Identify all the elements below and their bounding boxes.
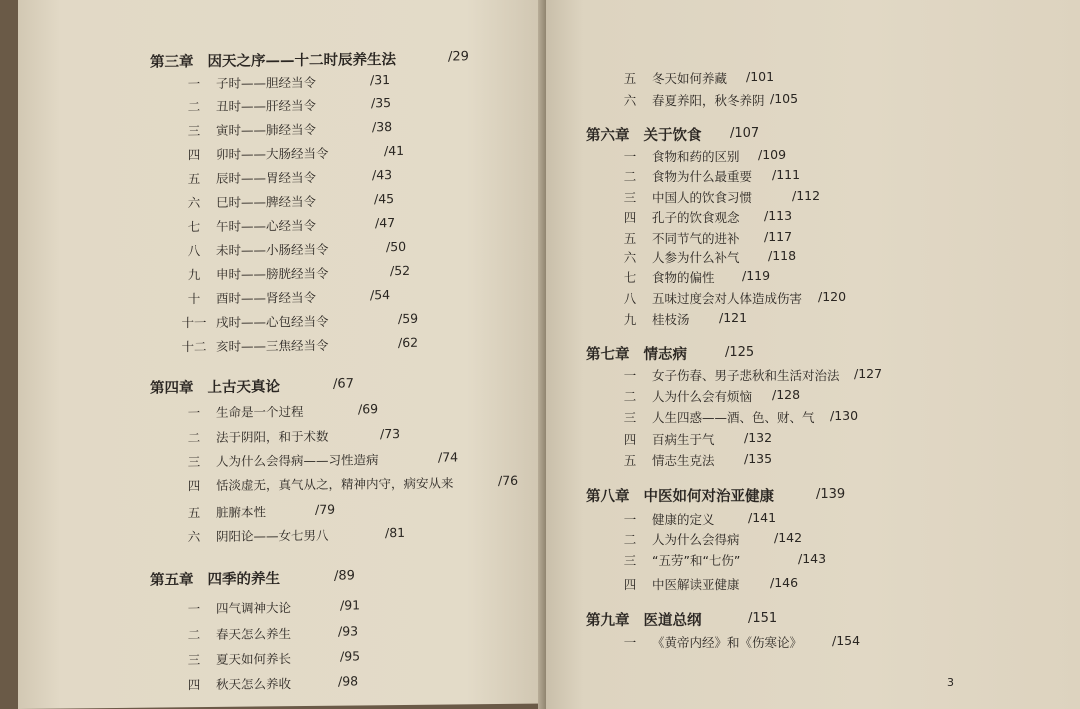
page-number: 3 [947,676,954,689]
item-title: 食物为什么最重要 [652,169,753,184]
item-number: 二 [187,627,201,643]
chapter-title: 情志病 [643,347,687,363]
item-title: 生命是一个过程 [216,404,304,420]
item-title: 寅时——肺经当令 [216,121,317,138]
page-reference: /113 [764,208,793,223]
item-number: 一 [623,149,637,164]
toc-item [616,530,740,548]
item-title: 四气调神大论 [216,600,292,616]
item-number: 二 [623,389,637,404]
item-number: 六 [623,93,637,108]
chapter-heading [586,124,702,145]
toc-item [616,408,815,426]
chapter-number: 第九章 [586,613,630,629]
chapter-number: 第三章 [150,54,194,71]
page-reference: /112 [792,188,821,203]
item-number: 三 [187,123,201,139]
toc-item [180,526,329,546]
chapter-heading [150,375,280,397]
toc-item [180,598,291,617]
chapter-title: 医道总纲 [643,613,702,629]
page-reference: /98 [338,673,359,689]
toc-item [180,120,316,139]
item-number: 四 [187,147,201,163]
item-number: 九 [187,267,201,283]
item-title: 辰时——胃经当令 [216,169,317,186]
chapter-heading [150,48,396,72]
toc-item [180,168,316,187]
toc-item [180,427,329,447]
item-number: 二 [623,532,637,547]
item-title: 午时——心经当令 [216,217,317,234]
item-title: 冬天如何养藏 [652,71,728,86]
item-title: 亥时——三焦经当令 [216,337,329,354]
page-reference: /47 [375,215,396,231]
item-number: 十一 [181,315,207,331]
item-title: 五味过度会对人体造成伤害 [652,291,803,306]
item-title: 人为什么会有烦恼 [652,389,753,404]
toc-item [180,264,329,284]
toc-item [180,624,291,643]
item-title: 申时——膀胱经当令 [216,265,329,282]
toc-item [180,312,329,332]
item-number: 二 [187,430,201,446]
page-reference: /59 [398,310,419,327]
toc-item [180,450,379,470]
page-reference: /81 [385,524,406,541]
chapter-title: 中医如何对治亚健康 [643,489,774,505]
toc-item [616,551,740,569]
item-number: 三 [187,454,201,470]
chapter-number: 第四章 [150,380,194,397]
item-title: 脏腑本性 [216,504,267,520]
page-reference: /141 [748,510,777,525]
item-number: 四 [623,432,637,447]
item-title: 孔子的饮食观念 [652,210,740,225]
item-number: 一 [623,512,637,527]
toc-item [180,336,329,356]
page-reference: /43 [372,167,393,183]
chapter-heading [586,343,687,364]
page-reference: /41 [384,142,405,159]
page-reference: /95 [340,648,361,664]
toc-item [180,144,329,164]
item-title: 人为什么会得病——习性造病 [216,452,379,469]
toc-item [616,387,752,405]
page-reference: /45 [374,191,395,207]
toc-item [180,288,316,307]
item-number: 一 [623,368,637,383]
item-number: 五 [623,71,637,86]
item-title: 阴阳论——女七男八 [216,527,329,544]
chapter-heading [586,485,774,506]
item-number: 三 [623,410,637,425]
item-number: 七 [187,219,201,235]
item-title: 中医解读亚健康 [652,577,740,592]
page-reference: /125 [725,345,755,360]
item-title: 不同节气的进补 [652,231,740,246]
item-title: 酉时——肾经当令 [216,289,317,306]
chapter-title: 关于饮食 [643,128,702,144]
page-reference: /50 [386,238,407,255]
item-title: 情志生克法 [652,453,715,468]
page-reference: /130 [830,408,859,423]
item-title: 食物和药的区别 [652,149,740,164]
toc-item [616,289,802,307]
page-reference: /121 [719,310,748,325]
left-toc [18,0,546,709]
toc-item [616,69,727,87]
item-number: 八 [187,243,201,259]
item-number: 九 [623,312,637,327]
chapter-title: 上古天真论 [207,379,280,397]
item-number: 四 [623,210,637,225]
toc-item [180,240,329,260]
page-reference: /62 [398,334,419,351]
item-number: 六 [187,529,201,545]
toc-item [616,366,840,384]
item-number: 五 [623,231,637,246]
item-title: 巳时——脾经当令 [216,193,317,210]
chapter-number: 第七章 [586,347,630,363]
toc-item [180,674,291,693]
item-number: 六 [623,250,637,265]
toc-item [616,510,715,528]
item-title: 丑时——肝经当令 [216,97,317,114]
item-number: 二 [623,169,637,184]
page-reference: /118 [768,248,797,263]
chapter-heading [150,567,280,589]
item-title: 卯时——大肠经当令 [216,145,329,162]
item-number: 三 [187,652,201,668]
page-reference: /76 [498,472,519,488]
item-title: 法于阴阳，和于术数 [216,428,329,445]
toc-item [616,268,715,286]
toc-item [180,192,316,211]
item-number: 七 [623,270,637,285]
item-title: 人生四惑——酒、色、财、气 [652,410,815,425]
toc-item [180,473,454,494]
page-reference: /127 [854,366,883,381]
item-number: 四 [187,478,201,494]
page-reference: /109 [758,147,787,162]
item-number: 三 [623,553,637,568]
chapter-number: 第五章 [150,572,194,589]
item-title: 女子伤春、男子悲秋和生活对治法 [652,368,840,383]
item-title: 人为什么会得病 [652,532,740,547]
item-number: 八 [623,291,637,306]
item-title: 春夏养阳，秋冬养阴 [652,93,765,108]
toc-item [180,502,266,521]
item-number: 一 [623,635,637,650]
item-number: 五 [187,505,201,521]
page-reference: /79 [315,501,336,517]
page-reference: /143 [798,551,827,566]
page-reference: /54 [370,287,391,303]
page-reference: /132 [744,430,773,445]
item-number: 四 [187,677,201,693]
page-reference: /93 [338,623,359,639]
toc-item [180,402,304,421]
page-reference: /52 [390,262,411,279]
item-number: 四 [623,577,637,592]
page-reference: /69 [358,401,379,417]
toc-item [616,310,690,328]
page-reference: /67 [333,376,354,392]
toc-item [180,216,316,235]
item-number: 六 [187,195,201,211]
item-title: 春天怎么养生 [216,626,292,642]
toc-item [616,167,752,185]
page-reference: /117 [764,229,793,244]
page-reference: /119 [742,268,771,283]
item-title: 秋天怎么养收 [216,676,292,692]
page-reference: /101 [746,69,775,84]
item-title: 《黄帝内经》和《伤寒论》 [652,635,803,650]
item-title: 中国人的饮食习惯 [652,190,753,205]
toc-item [616,430,715,448]
page-reference: /107 [730,126,760,141]
toc-item [616,188,752,206]
toc-item [616,633,802,651]
chapter-heading [586,609,702,630]
item-number: 十二 [181,339,207,355]
toc-item [616,575,740,593]
page-reference: /135 [744,451,773,466]
item-title: 健康的定义 [652,512,715,527]
toc-item [616,248,740,266]
toc-item [616,451,715,469]
item-title: 恬淡虚无，真气从之，精神内守，病安从来 [216,475,454,493]
toc-item [616,229,740,247]
toc-item [616,91,765,109]
item-number: 一 [187,76,201,92]
right-page [546,0,1080,709]
item-title: “五劳”和“七伤” [652,553,741,568]
page-reference: /146 [770,575,799,590]
item-number: 五 [187,171,201,187]
item-title: 子时——胆经当令 [216,74,317,91]
page-reference: /29 [448,49,469,65]
toc-item [180,96,316,115]
item-title: 食物的偏性 [652,270,715,285]
item-title: 夏天如何养长 [216,651,292,667]
chapter-title: 因天之序——十二时辰养生法 [207,52,396,71]
item-title: 百病生于气 [652,432,715,447]
item-title: 桂枝汤 [652,312,690,327]
toc-item [616,147,740,165]
item-number: 一 [187,405,201,421]
right-toc [546,0,1080,709]
page-reference: /128 [772,387,801,402]
item-number: 一 [187,601,201,617]
page-reference: /74 [438,449,459,465]
page-reference: /139 [816,487,846,502]
page-reference: /31 [370,72,391,88]
chapter-title: 四季的养生 [207,571,280,589]
item-number: 十 [187,291,201,307]
page-reference: /154 [832,633,861,648]
page-reference: /151 [748,611,778,626]
page-reference: /73 [380,425,401,442]
item-number: 二 [187,99,201,115]
toc-item [180,73,316,92]
chapter-number: 第八章 [586,489,630,505]
chapter-number: 第六章 [586,128,630,144]
page-reference: /105 [770,91,799,106]
item-number: 三 [623,190,637,205]
item-number: 五 [623,453,637,468]
item-title: 戌时——心包经当令 [216,313,329,330]
item-title: 未时——小肠经当令 [216,241,329,258]
toc-item [180,649,291,668]
page-reference: /89 [334,568,355,584]
page-reference: /35 [371,95,392,111]
page-reference: /111 [772,167,801,182]
page-reference: /38 [372,119,393,135]
page-reference: /120 [818,289,847,304]
page-reference: /142 [774,530,803,545]
toc-item [616,208,740,226]
item-title: 人参为什么补气 [652,250,740,265]
left-page [18,0,546,709]
page-reference: /91 [340,597,361,613]
